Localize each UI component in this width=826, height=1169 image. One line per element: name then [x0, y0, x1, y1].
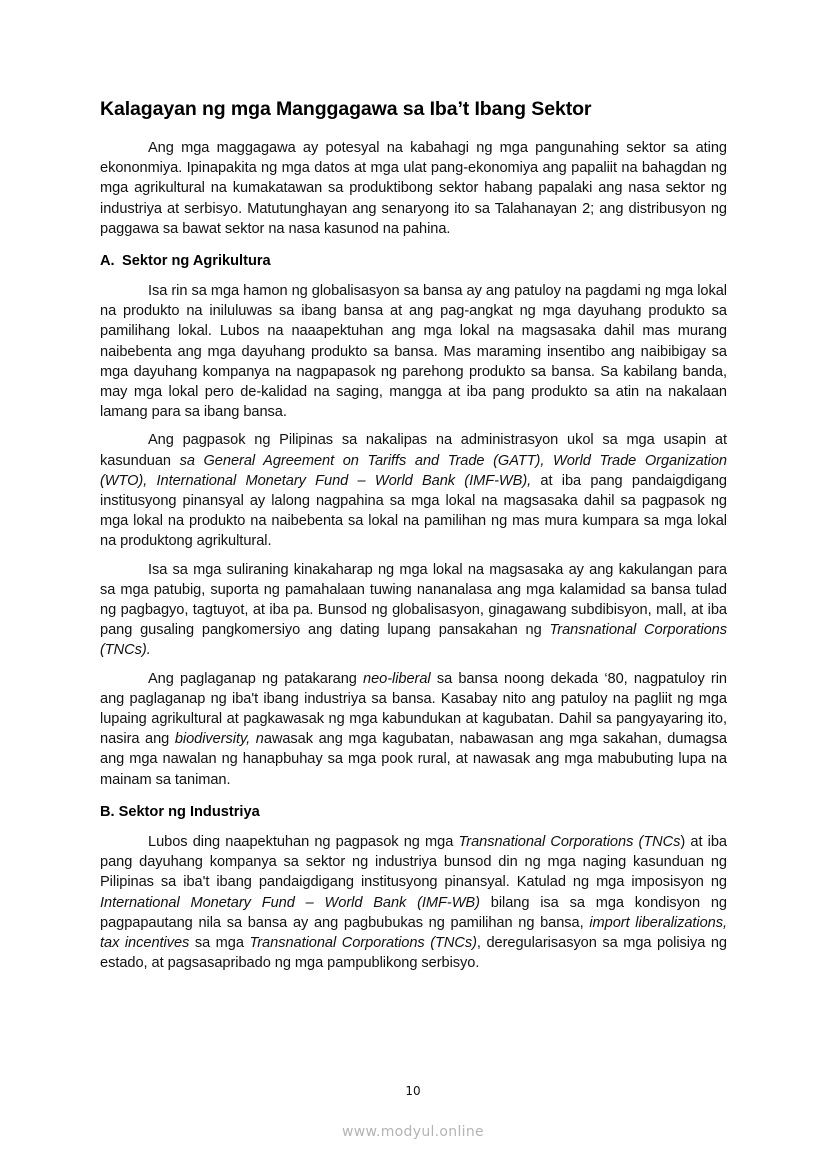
section-a-paragraph-1: Isa rin sa mga hamon ng globalisasyon sa bansa ay ang patuloy na pagdami ng mga lokal na produkto na iniluluwas sa ibang bansa at ang pag-angkat ng mga dayuhang produkto sa pamilihang lokal. Lubos na naaapektuhan ang mga lokal na magsasaka dahil mas murang naibebenta ang mga dayuhang produkto sa bansa. Mas maraming insentibo ang naibibigay sa mga dayuhang kompanya na nagpapasok ng parehong produkto sa bansa. Sa kabilang banda, may mga lokal pero de-kalidad na saging, mangga at iba pang produkto sa atin na nakalaan lamang para sa ibang bansa.	[100, 283, 727, 421]
text-run: bilang isa sa mga kondisyon ng pagpapautang nila sa bansa ay ang pagbubukas ng pamilihan ng bansa,	[100, 894, 727, 931]
section-a-heading	[100, 251, 727, 271]
italic-run: Transnational Corporations (TNCs).	[100, 622, 727, 659]
section-b-title: Sektor ng Industriya	[118, 803, 260, 820]
section-a-paragraph-2	[100, 430, 727, 551]
intro-paragraph: Ang mga maggagawa ay potesyal na kabahagi ng mga pangunahing sektor sa ating ekononmiya. Ipinapakita ng mga datos at mga ulat pang-ekonomiya ang papaliit na bahagdan ng mga agrikultural na kumakatawan sa produktibong sektor habang papalaki ang nasa sektor ng industriya at serbisyo. Matutunghayan ang senaryong ito sa Talahanayan 2; ang distribusyon ng paggawa sa bawat sektor na nasa kasunod na pahina.	[100, 140, 727, 237]
page-number: 10	[405, 1084, 421, 1098]
page-title: Kalagayan ng mga Manggagawa sa Iba’t Ibang Sektor	[100, 98, 592, 120]
text-run: Ang pagpasok ng Pilipinas sa nakalipas na administrasyon ukol sa mga usapin at kasunduan	[100, 432, 727, 469]
section-a-letter: A.	[100, 253, 115, 270]
document-page	[100, 96, 727, 981]
text-run: Isa sa mga suliraning kinakaharap ng mga lokal na magsasaka ay ang kakulangan para sa mga patubig, suporta ng pamahalaan tuwing nananalasa ang mga kalamidad sa bansa tulad ng pagbagyo, tagtuyot, at iba pa. Bunsod ng globalisasyon, ginagawang subdibisyon, mall, at iba pang gusaling pangkomersiyo ang dating lupang pansakahan ng	[100, 561, 727, 639]
text-run: sa bansa noong dekada ‘80, nagpatuloy rin ang paglaganap ng iba't ibang industriya sa bansa. Kasabay nito ang patuloy na pagliit ng mga lupaing agrikultural at pagkawasak ng mga kabundukan at kagubatan. Dahil sa pangyayaring ito, nasira ang	[100, 670, 727, 748]
italic-run: biodiversity, n	[174, 731, 264, 748]
section-a-paragraph-3	[100, 560, 727, 661]
text-run: Ang paglaganap ng patakarang	[148, 670, 364, 687]
watermark: www.modyul.online	[342, 1124, 484, 1140]
section-a-title: Sektor ng Agrikultura	[122, 253, 271, 270]
text-run: Lubos ding naapektuhan ng pagpasok ng mga	[148, 833, 459, 850]
italic-run: sa General Agreement on Tariffs and Trade (GATT), World Trade Organization (WTO), International Monetary Fund – World Bank (IMF-WB),	[100, 452, 728, 489]
text-run: awasak ang mga kagubatan, nabawasan ang mga sakahan, dumagsa ang mga nawalan ng hanapbuhay sa mga pook rural, at nawasak ang mga mabubuting lupa na mainam sa taniman.	[100, 731, 727, 788]
text-run: , deregularisasyon sa mga polisiya ng estado, at pagsasapribado ng mga pampublikong serbisyo.	[100, 934, 727, 972]
section-b-paragraph-1	[100, 832, 727, 973]
text-run: sa mga	[189, 934, 250, 951]
section-b-letter: B.	[100, 803, 115, 820]
italic-run: Transnational Corporations (TNCs)	[249, 934, 477, 951]
italic-run: International Monetary Fund – World Bank (IMF-WB)	[100, 894, 480, 911]
text-run: at iba pang pandaigdigang institusyong pinansyal ay lalong nagpahina sa mga lokal na magsasaka dahil sa pagpasok ng mga lokal na produkto na naibebenta sa lokal na pamilihan ng mas mura kumpara sa mga lokal na produktong agrikultural.	[100, 472, 728, 550]
italic-run: Transnational Corporations (TNCs	[458, 833, 681, 850]
italic-run: neo-liberal	[363, 670, 431, 687]
section-b-heading	[100, 802, 727, 822]
text-run: ) at iba pang dayuhang kompanya sa sektor ng industriya bunsod din ng mga naging kasunduan ng Pilipinas sa iba't ibang pandaigdigang institusyong pinansyal. Katulad ng mga imposisyon ng	[100, 833, 727, 891]
italic-run: import liberalizations, tax incentives	[100, 914, 727, 951]
section-a-paragraph-4	[100, 669, 727, 790]
